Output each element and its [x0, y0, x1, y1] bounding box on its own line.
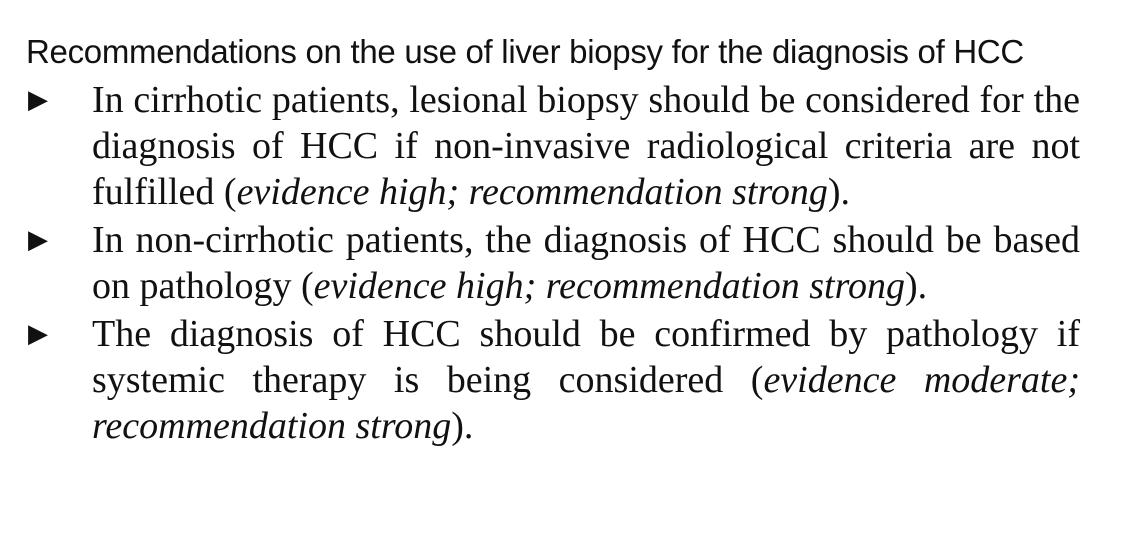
triangle-bullet-icon: ▶: [28, 225, 48, 255]
evidence-grade: evidence high; recommendation strong: [236, 171, 828, 213]
recommendation-list: [26, 77, 1080, 449]
section-title: Recommendations on the use of liver biopsy for the diagnosis of HCC: [26, 33, 1024, 70]
recommendation-end: ).: [827, 171, 851, 213]
triangle-bullet-icon: ▶: [28, 319, 48, 349]
evidence-grade: evidence high; recommendation strong: [313, 265, 905, 307]
recommendation-text: The diagnosis of HCC should be confirmed by pathology if systemic therapy is being considered (: [92, 313, 1080, 401]
recommendation-end: ).: [904, 265, 928, 307]
recommendation-item: [26, 311, 1080, 449]
evidence-grade: evidence moderate; recommendation strong: [92, 359, 1080, 447]
recommendation-text: In cirrhotic patients, lesional biopsy should be considered for the diagnosis of HCC if non-invasive radiological criteria are not fulfilled (: [92, 79, 1080, 213]
recommendation-text: In non-cirrhotic patients, the diagnosis of HCC should be based on pathology (: [92, 219, 1080, 307]
recommendation-end: ).: [451, 405, 474, 447]
recommendation-item: [26, 217, 1080, 309]
recommendation-item: [26, 77, 1080, 215]
triangle-bullet-icon: ▶: [28, 85, 48, 115]
